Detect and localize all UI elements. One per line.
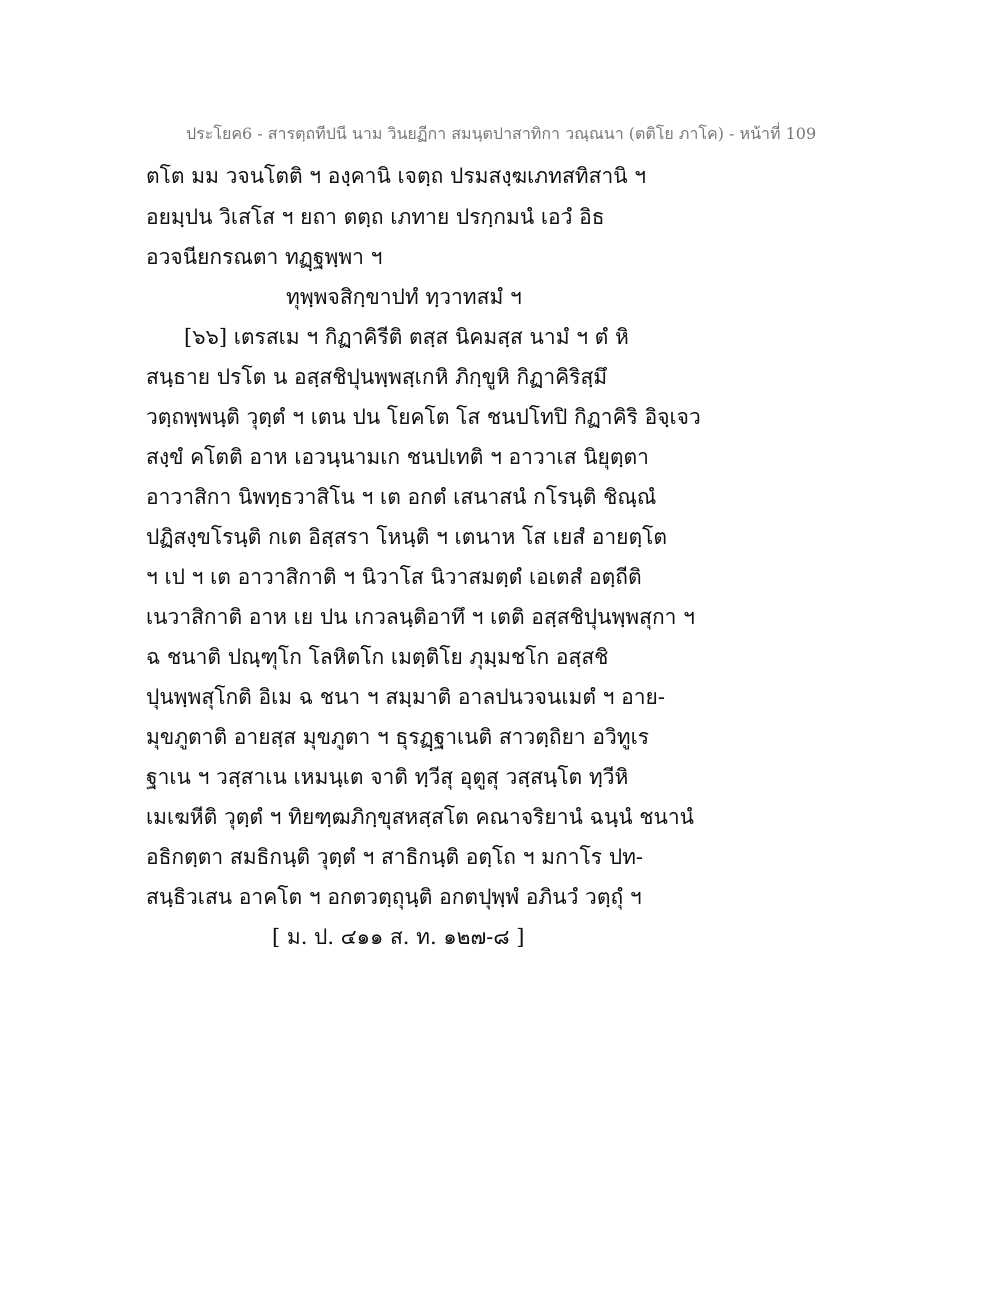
paragraph-line: ฐาเน ฯ วสฺสาเน เหมนฺเต จาติ ทฺวีสุ อุตูสุ วสฺสนฺโต ทฺวีหิ xyxy=(146,765,629,789)
paragraph-line: สงฺขํ คโตติ อาห เอวนฺนามเก ชนปเทติ ฯ อาวาเส นิยุตฺตา xyxy=(146,445,649,469)
paragraph-line: เมเฆหีติ วุตฺตํ ฯ ทิยฑฺฒภิกฺขุสหสฺสโต คณาจริยานํ ฉนฺนํ ชนานํ xyxy=(146,805,694,829)
section-heading: ทุพฺพจสิกฺขาปทํ ทฺวาทสมํ ฯ xyxy=(286,285,522,309)
paragraph-line: ฉ ชนาติ ปณฺฑุโก โลหิตโก เมตฺติโย ภุมฺมชโก อสฺสชิ xyxy=(146,645,609,669)
paragraph-line: อาวาสิกา นิพทฺธวาสิโน ฯ เต อกตํ เสนาสนํ กโรนฺติ ชิณฺณํ xyxy=(146,485,657,509)
paragraph-line: อธิกตฺตา สมธิกนฺติ วุตฺตํ ฯ สาธิกนฺติ อตฺโถ ฯ มกาโร ปท- xyxy=(146,845,644,869)
paragraph-line: วตฺถพฺพนฺติ วุตฺตํ ฯ เตน ปน โยคโต โส ชนปโทปิ กิฏาคิริ อิจฺเจว xyxy=(146,405,701,429)
paragraph-first-line: [๖๖] เตรสเม ฯ กิฏาคิรีติ ตสฺส นิคมสฺส นามํ ฯ ตํ หิ xyxy=(184,325,629,349)
paragraph-line: มุขภูตาติ อายสฺส มุขภูตา ฯ ธุรฏฺฐาเนติ สาวตฺถิยา อวิทูเร xyxy=(146,725,650,749)
paragraph-line: ฯ เป ฯ เต อาวาสิกาติ ฯ นิวาโส นิวาสมตฺตํ เอเตสํ อตฺถีติ xyxy=(146,565,642,589)
text-line: อยมฺปน วิเสโส ฯ ยถา ตตฺถ เภทาย ปรกฺกมนํ เอวํ อิธ xyxy=(146,205,605,229)
paragraph-line: สนฺธาย ปรโต น อสฺสชิปุนพฺพสฺเกหิ ภิกฺขูหิ กิฏาคิริสฺมึ xyxy=(146,365,608,389)
running-header: ประโยค6 - สารตฺถทีปนี นาม วินยฏีกา สมนฺตปาสาทิกา วณฺณนา (ตติโย ภาโค) - หน้าที่ 109 xyxy=(186,124,817,143)
text-line: ตโต มม วจนโตติ ฯ องฺคานิ เจตฺถ ปรมสงฺฆเภทสทิสานิ ฯ xyxy=(146,164,647,188)
paragraph-line: ปฏิสงฺขโรนฺติ กเต อิสฺสรา โหนฺติ ฯ เตนาห โส เยสํ อายตฺโต xyxy=(146,525,668,549)
source-reference: [ ม. ป. ๔๑๑ ส. ท. ๑๒๗-๘ ] xyxy=(272,925,525,949)
paragraph-line: สนฺธิวเสน อาคโต ฯ อกตวตฺถุนฺติ อกตปุพฺพํ อภินวํ วตฺถุํ ฯ xyxy=(146,885,642,909)
paragraph-line: ปุนพฺพสุโกติ อิเม ฉ ชนา ฯ สมฺมาติ อาลปนวจนเมตํ ฯ อาย- xyxy=(146,685,665,709)
text-line: อวจนียกรณตา ทฏฺฐพฺพา ฯ xyxy=(146,245,383,269)
paragraph-line: เนวาสิกาติ อาห เย ปน เกวลนฺติอาทึ ฯ เตติ อสฺสชิปุนพฺพสุกา ฯ xyxy=(146,605,695,629)
